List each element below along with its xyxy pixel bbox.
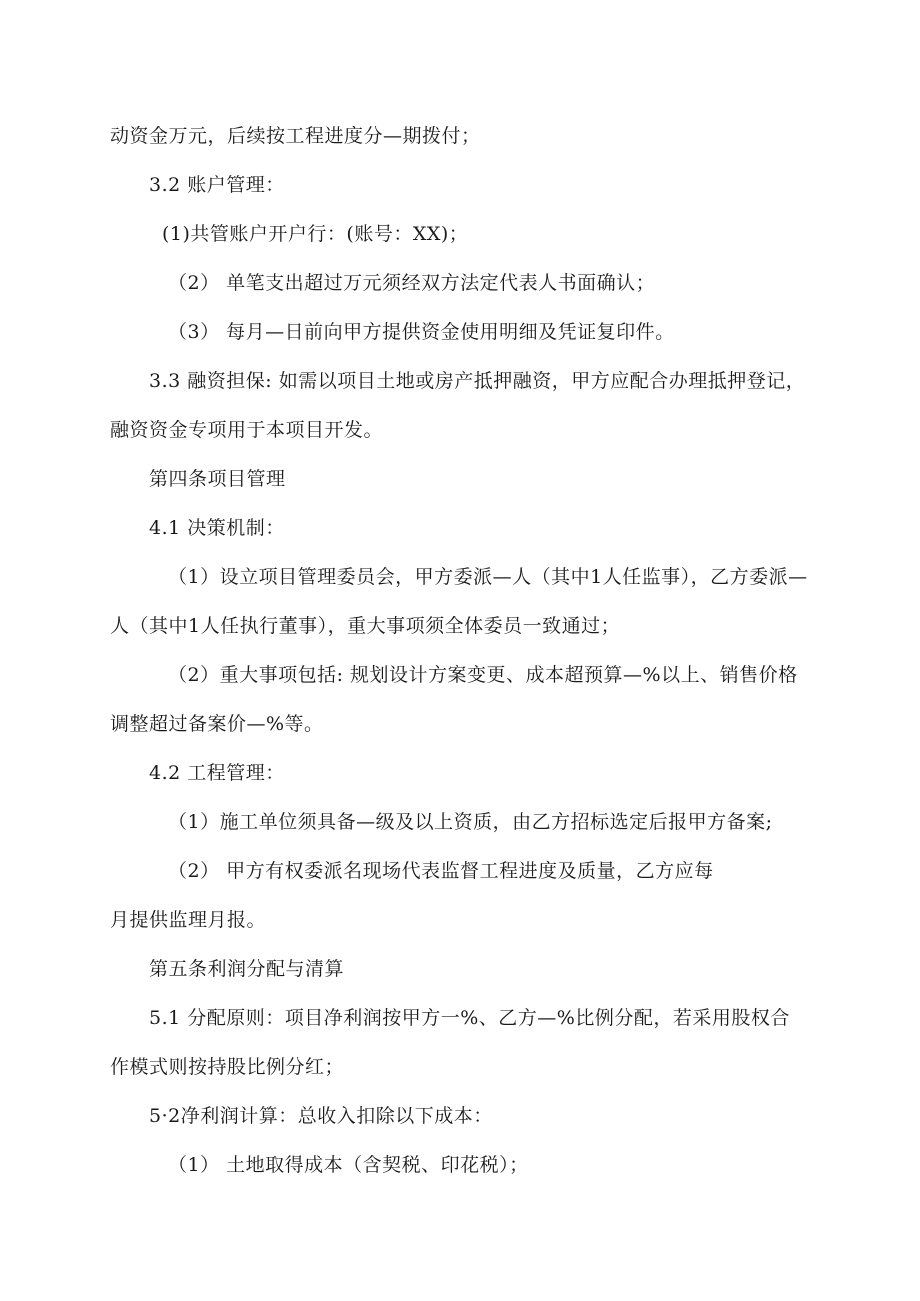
text-line: 5.1 分配原则：项目净利润按甲方一%、乙方—%比例分配，若采用股权合	[149, 1007, 790, 1029]
section-heading: 4.1 决策机制：	[149, 517, 285, 539]
list-item: (1)共管账户开户行：(账号：XX)；	[162, 223, 469, 245]
text-line: 融资资金专项用于本项目开发。	[110, 419, 384, 441]
list-item: （1） 土地取得成本（含契税、印花税）；	[168, 1154, 529, 1176]
list-item: （2）重大事项包括: 规划设计方案变更、成本超预算—%以上、销售价格	[168, 664, 798, 686]
list-item: （1）设立项目管理委员会，甲方委派—人（其中1人任监事），乙方委派—	[168, 566, 808, 588]
text-line: 作模式则按持股比例分红；	[110, 1056, 345, 1078]
section-heading: 4.2 工程管理：	[149, 762, 285, 784]
text-line: 调整超过备案价—%等。	[110, 713, 324, 735]
text-line: 月提供监理月报。	[110, 909, 267, 931]
list-item: （2） 单笔支出超过万元须经双方法定代表人书面确认；	[168, 272, 656, 294]
chapter-heading: 第四条项目管理	[149, 468, 286, 490]
list-item: （3） 每月—日前向甲方提供资金使用明细及凭证复印件。	[168, 321, 675, 343]
text-line: 人（其中1人任执行董事），重大事项须全体委员一致通过；	[110, 615, 621, 637]
list-item: （1）施工单位须具备—级及以上资质，由乙方招标选定后报甲方备案;	[168, 811, 773, 833]
section-heading: 5·2净利润计算：总收入扣除以下成本：	[149, 1105, 493, 1127]
text-line: 3.3 融资担保: 如需以项目土地或房产抵押融资，甲方应配合办理抵押登记，	[149, 370, 806, 392]
text-line: 动资金万元，后续按工程进度分—期拨付；	[110, 125, 481, 147]
section-heading: 3.2 账户管理：	[149, 174, 285, 196]
chapter-heading: 第五条利润分配与清算	[149, 958, 345, 980]
list-item: （2） 甲方有权委派名现场代表监督工程进度及质量，乙方应每	[168, 860, 714, 882]
